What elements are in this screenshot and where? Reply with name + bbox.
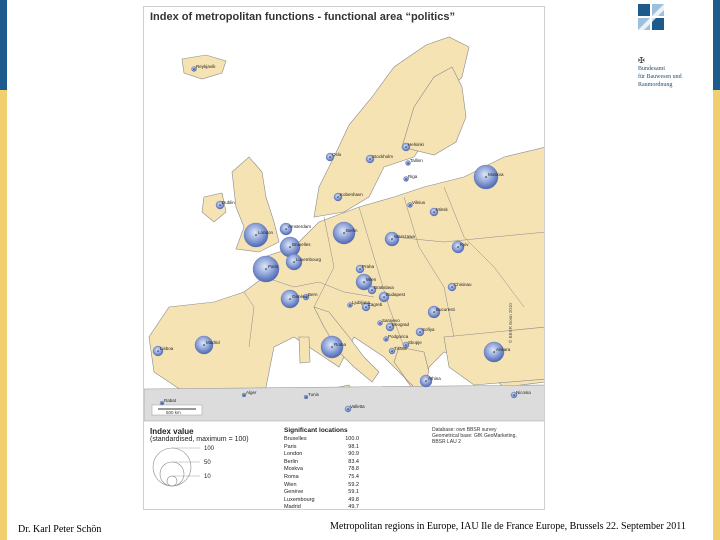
city-label: Reykjavík	[196, 64, 216, 69]
city-label: Warszawa	[394, 234, 415, 239]
city-label: Bucuresti	[436, 307, 455, 312]
footer-event: Metropolitan regions in Europe, IAU Ile de France Europe, Brussels 22. September 2011	[330, 521, 686, 532]
city-label: Alger	[246, 390, 257, 395]
city-label: Lisboa	[160, 346, 174, 351]
city-point	[371, 289, 373, 291]
city-point	[383, 296, 385, 298]
sardinia-landmass	[299, 337, 310, 363]
city-label: Dublin	[222, 200, 235, 205]
city-point	[329, 156, 331, 158]
source-note	[432, 427, 542, 445]
city-label: Moskva	[488, 172, 504, 177]
table-row: Berlin 83.4	[284, 458, 359, 465]
footer-author: Dr. Karl Peter Schön	[18, 524, 102, 535]
table-row: Moskva 78.8	[284, 466, 359, 473]
city-point	[493, 351, 495, 353]
city-label: Ljubljana	[352, 300, 371, 305]
city-point	[379, 322, 381, 324]
city-label: Kyiv	[460, 242, 469, 247]
city-label: Tirana	[394, 346, 407, 351]
city-point	[337, 196, 339, 198]
city-label: Luxembourg	[296, 257, 322, 262]
city-label: London	[258, 230, 274, 235]
city-point	[409, 204, 411, 206]
city-point	[343, 232, 345, 234]
city-label: Roma	[334, 342, 347, 347]
city-label: Sarajevo	[382, 318, 400, 323]
city-label: Wien	[366, 277, 377, 282]
city-point	[193, 68, 195, 70]
city-point	[293, 261, 295, 263]
city-point	[289, 298, 291, 300]
city-point	[265, 268, 267, 270]
city-point	[419, 331, 421, 333]
city-label: Budapest	[386, 292, 406, 297]
agency-line: Bundesamt	[638, 66, 665, 72]
city-point	[433, 311, 435, 313]
city-point	[457, 246, 459, 248]
city-label: Genève	[292, 294, 308, 299]
city-point	[305, 396, 307, 398]
city-label: Nicosia	[516, 390, 531, 395]
city-label: Podgorica	[388, 334, 409, 339]
city-label: Rabat	[164, 398, 177, 403]
scale-label: 500 km	[166, 410, 181, 415]
bbr-logo	[634, 0, 668, 34]
city-point	[349, 304, 351, 306]
city-label: Paris	[268, 264, 279, 269]
city-point	[433, 211, 435, 213]
city-label: Madrid	[206, 340, 220, 345]
table-row: Bruxelles 100.0	[284, 436, 359, 442]
city-point	[391, 238, 393, 240]
legend	[150, 427, 249, 490]
city-point	[451, 286, 453, 288]
city-label: Amsterdam	[288, 224, 312, 229]
city-point	[405, 146, 407, 148]
legend-subtitle: (standardised, maximum = 100)	[150, 436, 249, 443]
city-label: Praha	[362, 264, 375, 269]
federal-eagle-icon: ✠	[638, 56, 645, 65]
city-label: Skopje	[408, 340, 422, 345]
north-africa-landmass	[144, 385, 545, 421]
city-label: Tallinn	[410, 158, 423, 163]
left-accent-stripe-yellow	[0, 90, 7, 540]
table-row: Paris 98.1	[284, 443, 359, 450]
table-row: Madrid 49.7	[284, 504, 359, 510]
city-label: Zagreb	[368, 302, 383, 307]
city-label: Helsinki	[408, 142, 424, 147]
city-point	[363, 281, 365, 283]
table-row: Luxembourg 49.8	[284, 496, 359, 503]
city-point	[285, 228, 287, 230]
legend-size-10: 10	[204, 474, 211, 480]
table-row: Genève 59.1	[284, 489, 359, 496]
legend-bubbles	[150, 445, 230, 490]
city-label: Kobenhavn	[340, 192, 363, 197]
scale-bar	[152, 405, 202, 415]
city-point	[243, 394, 245, 396]
city-label: Vilnius	[412, 200, 426, 205]
table-row: London 90.9	[284, 451, 359, 458]
city-point	[389, 326, 391, 328]
city-point	[289, 246, 291, 248]
map-panel	[143, 6, 545, 510]
city-label: Tunis	[308, 392, 319, 397]
source-line: Geometrical base: GfK GeoMarketing,	[432, 433, 517, 439]
city-label: Stockholm	[372, 154, 394, 159]
city-label: Oslo	[332, 152, 342, 157]
source-line: BBSR LAU 2	[432, 439, 461, 445]
city-label: Riga	[408, 174, 418, 179]
city-point	[425, 380, 427, 382]
left-accent-stripe-blue	[0, 0, 7, 90]
map-title: Index of metropolitan functions - functional area “politics”	[150, 11, 455, 23]
right-accent-stripe-blue	[713, 0, 720, 90]
agency-line: Raumordnung	[638, 82, 673, 88]
copyright-note: © BBSR Bonn 2010	[508, 303, 513, 343]
city-point	[407, 162, 409, 164]
city-label: Ankara	[496, 347, 511, 352]
city-label: Beograd	[392, 322, 410, 327]
city-label: Athina	[428, 376, 441, 381]
city-label: Berlin	[346, 228, 358, 233]
agency-line: für Bauwesen und	[638, 74, 682, 80]
city-point	[365, 306, 367, 308]
city-point	[385, 338, 387, 340]
city-label: Sofiya	[422, 327, 435, 332]
city-point	[161, 402, 163, 404]
city-label: Chisinau	[454, 282, 472, 287]
right-accent-stripe-yellow	[713, 90, 720, 540]
city-point	[391, 350, 393, 352]
city-point	[331, 346, 333, 348]
significant-title: Significant locations	[284, 427, 348, 434]
significant-locations-table	[284, 427, 359, 510]
city-label: Minsk	[436, 207, 448, 212]
city-label: Bruxelles	[292, 242, 311, 247]
city-label: Bratislava	[374, 285, 394, 290]
city-point	[203, 344, 205, 346]
source-line: Database: own BBSR survey	[432, 427, 497, 433]
legend-size-100: 100	[204, 446, 215, 452]
city-point	[359, 268, 361, 270]
agency-name	[638, 57, 682, 89]
city-point	[485, 176, 487, 178]
city-point	[513, 394, 515, 396]
legend-title: Index value	[150, 427, 194, 436]
city-point	[219, 204, 221, 206]
table-row: Wien 59.2	[284, 481, 359, 488]
table-row: Roma 75.4	[284, 473, 359, 480]
city-point	[369, 158, 371, 160]
city-point	[405, 178, 407, 180]
legend-size-50: 50	[204, 460, 211, 466]
city-point	[157, 350, 159, 352]
city-point	[347, 408, 349, 410]
city-label: Bern	[308, 292, 318, 297]
city-point	[255, 234, 257, 236]
city-label: Valletta	[350, 404, 365, 409]
